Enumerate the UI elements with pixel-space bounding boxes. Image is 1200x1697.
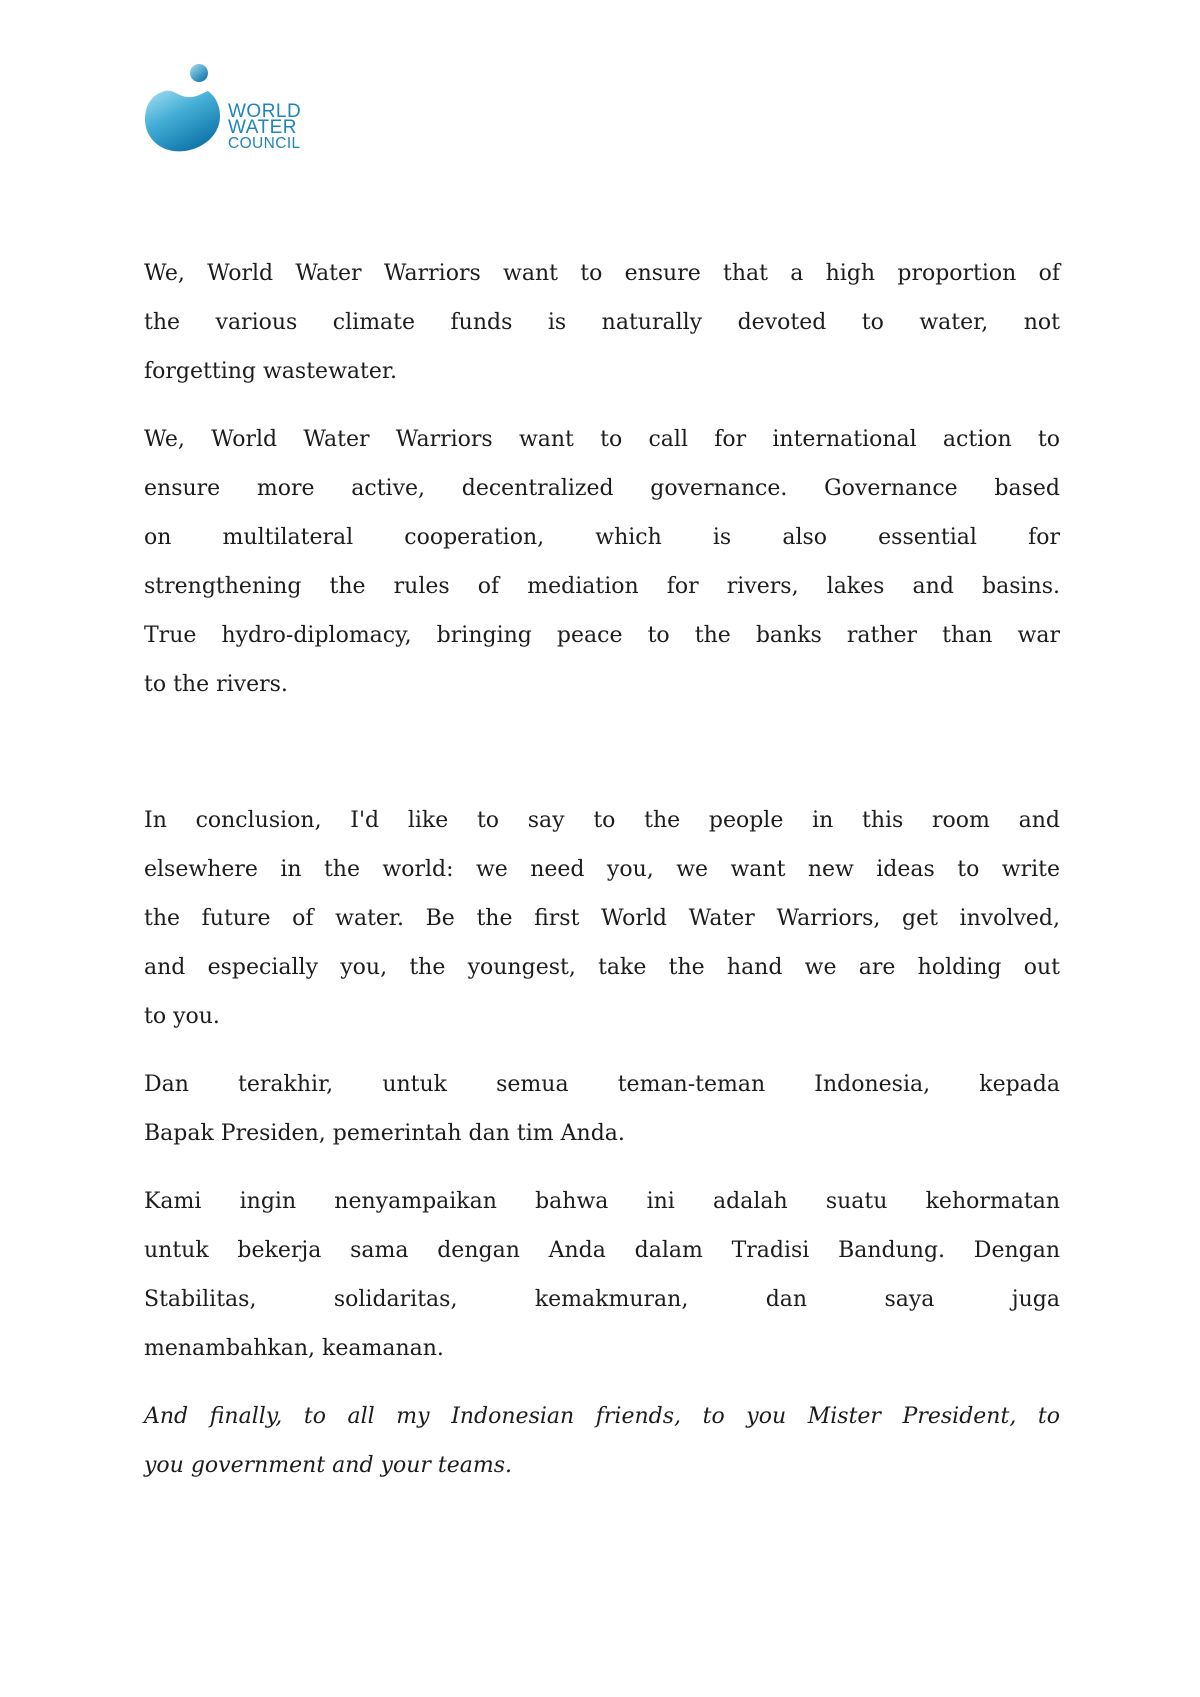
world-water-council-logo [145, 62, 385, 167]
paragraph [144, 1177, 1060, 1373]
text-line: you government and your teams. [144, 1453, 513, 1478]
text-line: Dan terakhir, untuk semua teman-teman Indonesia, kepada [144, 1072, 1060, 1097]
text-line: to you. [144, 1004, 220, 1029]
water-drop-icon [145, 62, 225, 154]
text-line: strengthening the rules of mediation for rivers, lakes and basins. [144, 574, 1060, 599]
text-line: We, World Water Warriors want to call for international action to [144, 427, 1060, 452]
text-line: to the rivers. [144, 672, 288, 697]
text-line: forgetting wastewater. [144, 359, 397, 384]
text-line: Stabilitas, solidaritas, kemakmuran, dan saya juga [144, 1287, 1060, 1312]
logo-wordmark [228, 101, 302, 152]
text-line: True hydro-diplomacy, bringing peace to the banks rather than war [144, 623, 1060, 648]
logo-drop-shape [145, 91, 220, 152]
blank-line [144, 728, 1060, 777]
paragraph [144, 1392, 1060, 1490]
text-line: Bapak Presiden, pemerintah dan tim Anda. [144, 1121, 625, 1146]
paragraph [144, 249, 1060, 396]
paragraph [144, 1060, 1060, 1158]
logo-word-council: COUNCIL [228, 135, 301, 152]
logo-dot [190, 64, 208, 82]
text-line: the future of water. Be the first World Water Warriors, get involved, [144, 906, 1060, 931]
text-line: menambahkan, keamanan. [144, 1336, 444, 1361]
text-line: and especially you, the youngest, take the hand we are holding out [144, 955, 1060, 980]
text-line: the various climate funds is naturally devoted to water, not [144, 310, 1060, 335]
paragraph [144, 415, 1060, 709]
text-line: elsewhere in the world: we need you, we want new ideas to write [144, 857, 1060, 882]
logo-word-water: WATER [228, 117, 297, 138]
text-line: ensure more active, decentralized governance. Governance based [144, 476, 1060, 501]
text-line: on multilateral cooperation, which is also essential for [144, 525, 1060, 550]
text-line: We, World Water Warriors want to ensure that a high proportion of [144, 261, 1060, 286]
paragraph [144, 796, 1060, 1041]
speech-text [144, 249, 1060, 1509]
text-line: untuk bekerja sama dengan Anda dalam Tradisi Bandung. Dengan [144, 1238, 1060, 1263]
text-line: And finally, to all my Indonesian friends, to you Mister President, to [144, 1404, 1060, 1429]
text-line: In conclusion, I'd like to say to the people in this room and [144, 808, 1060, 833]
logo-word-world: WORLD [228, 101, 302, 122]
text-line: Kami ingin nenyampaikan bahwa ini adalah suatu kehormatan [144, 1189, 1060, 1214]
